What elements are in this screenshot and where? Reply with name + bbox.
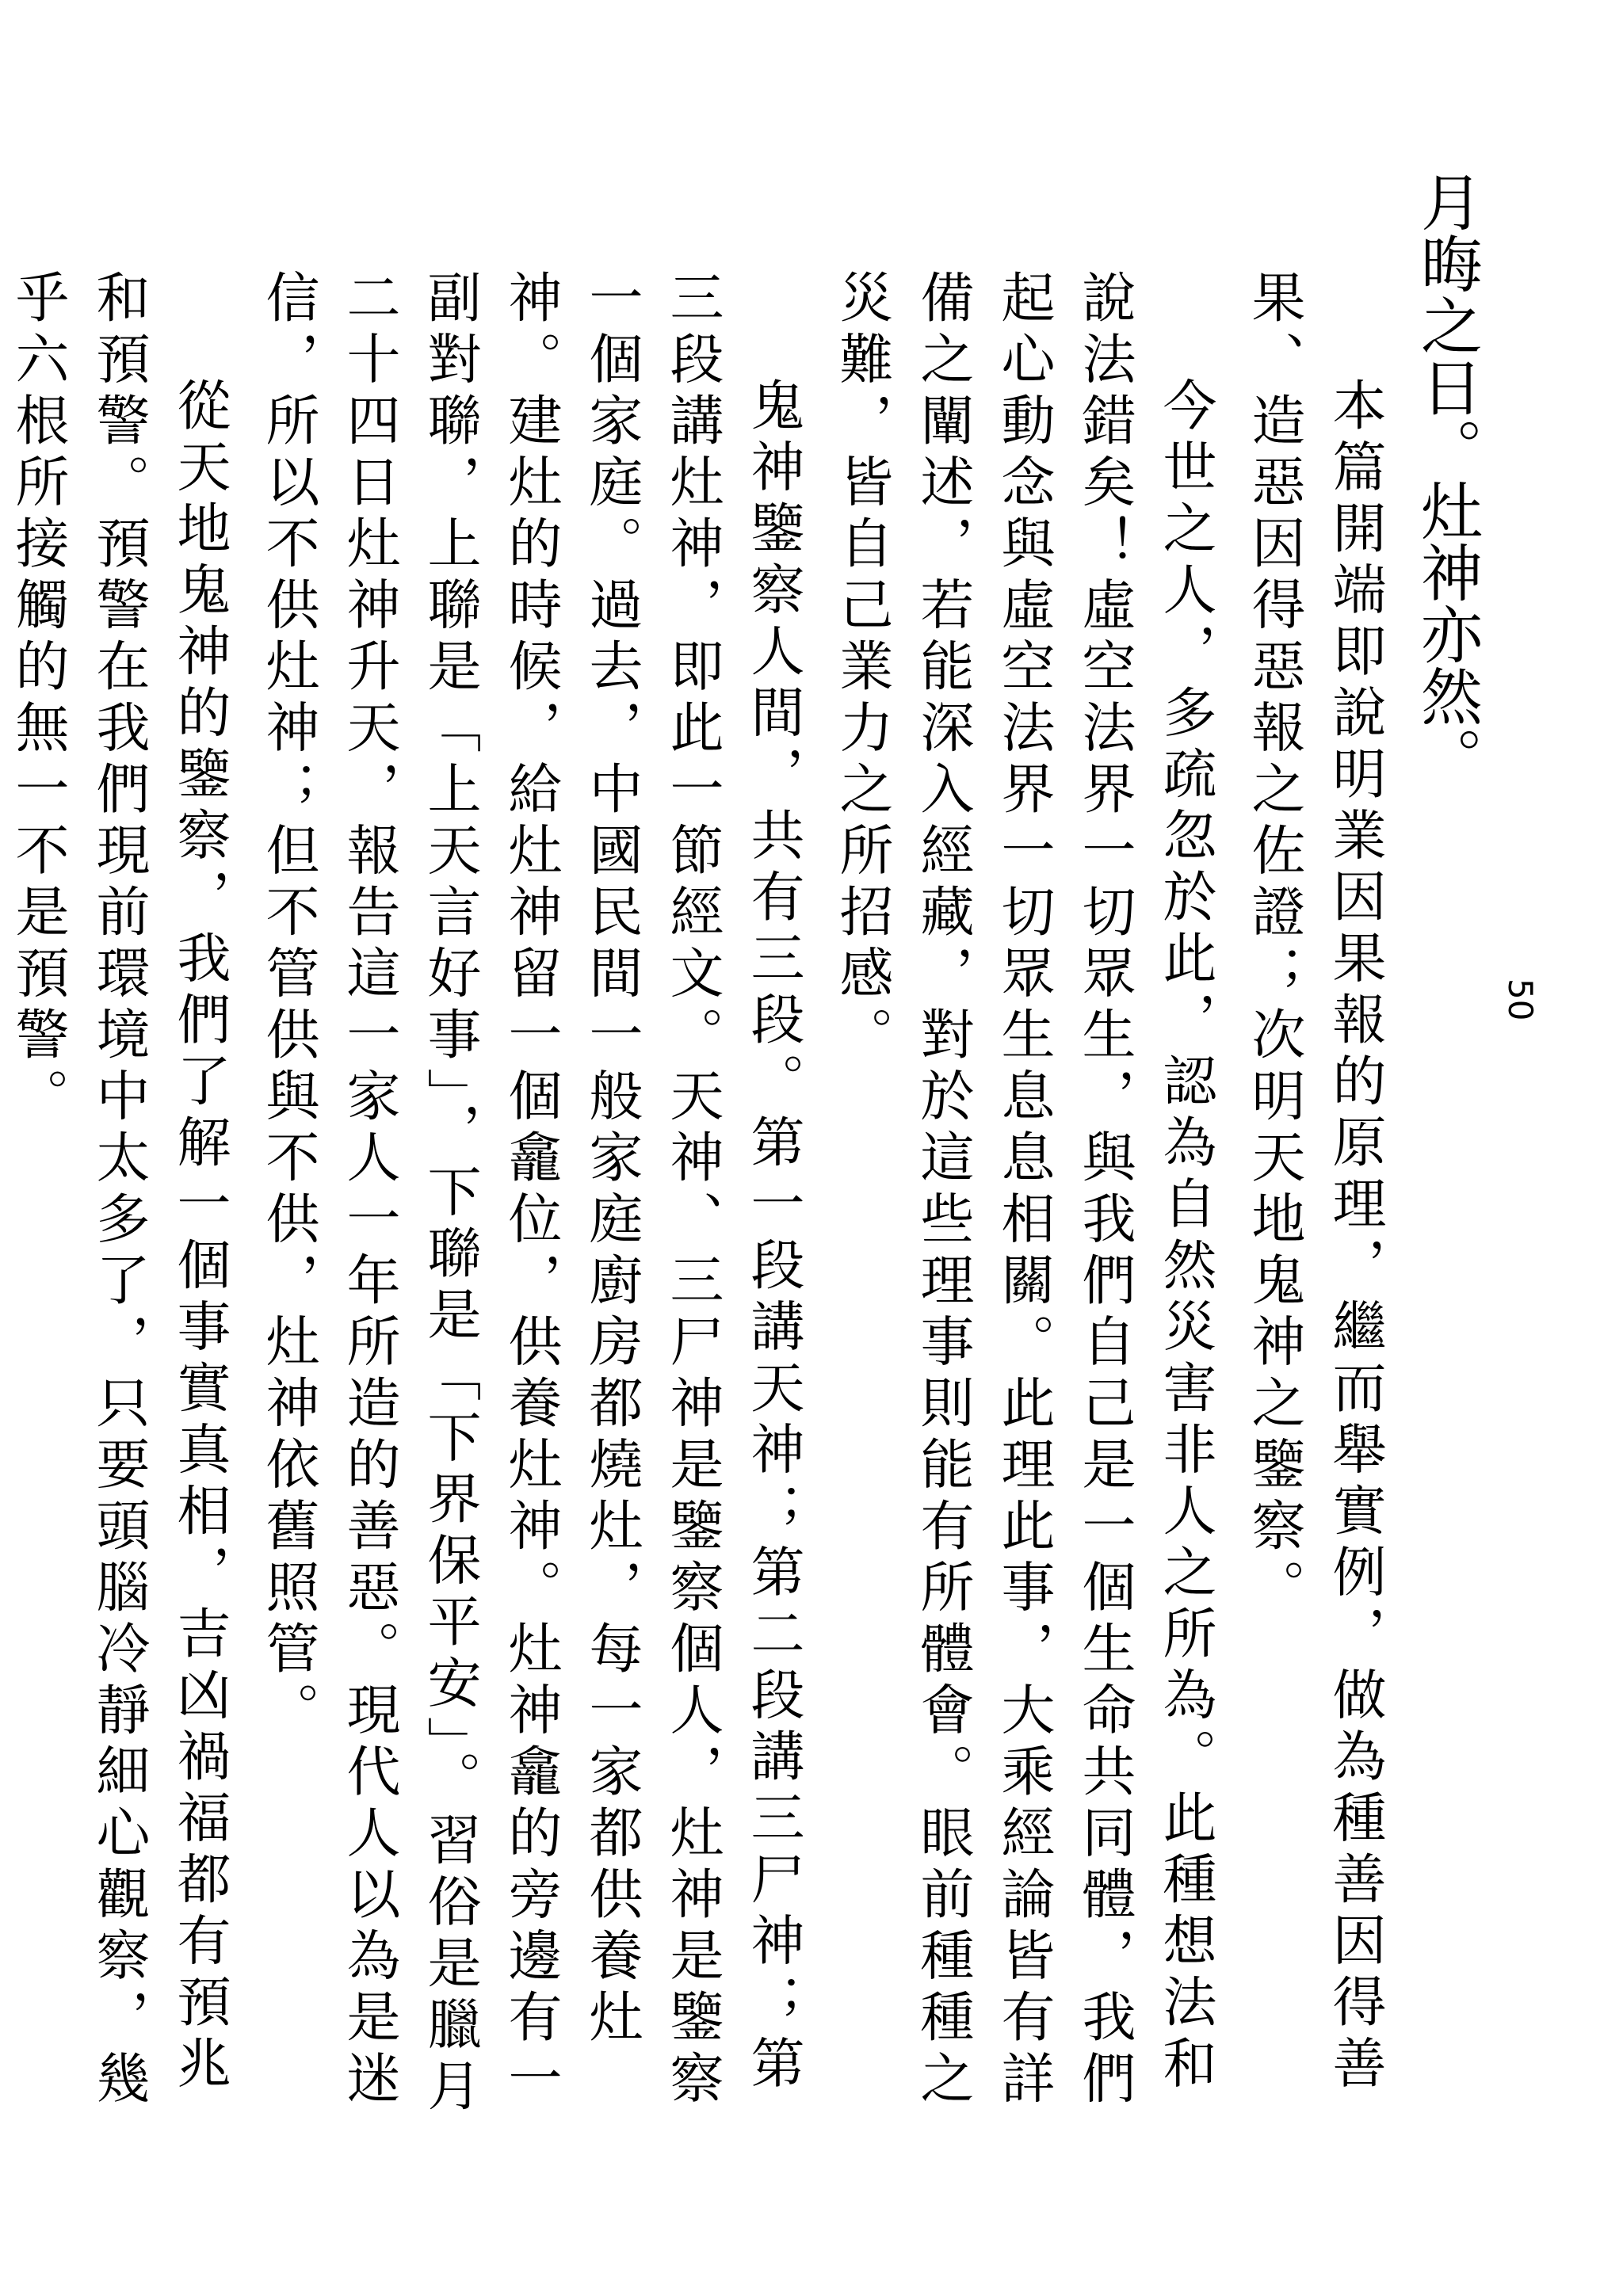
paragraph: 從天地鬼神的鑒察，我們了解一個事實真相，吉凶禍福都有預兆和預警。預警在我們現前環境中太多了，只要頭腦冷靜細心觀察，幾乎六根所接觸的無一不是預警。 [6,269,231,2111]
body-text [6,269,1395,2155]
paragraph: 本篇開端即說明業因果報的原理，繼而舉實例，做為種善因得善果、造惡因得惡報之佐證；次明天地鬼神之鑒察。 [1243,269,1386,2096]
paragraph: 鬼神鑒察人間，共有三段。第一段講天神；第二段講三尸神；第三段講灶神，即此一節經文。天神、三尸神是鑒察個人，灶神是鑒察一個家庭。過去，中國民間一般家庭廚房都燒灶，每一家都供養灶神。建灶的時候，給灶神留一個龕位，供養灶神。灶神龕的旁邊有一副對聯，上聯是「上天言好事」，下聯是「下界保平安」。習俗是臘月二十四日灶神升天，報告這一家人一年所造的善惡。現代人以為是迷信，所以不供灶神；但不管供與不供，灶神依舊照管。 [257,269,804,2119]
section-title: 月晦之日。灶神亦然。 [1411,170,1482,788]
page-number: 50 [1501,978,1540,1021]
paragraph: 今世之人，多疏忽於此，認為自然災害非人之所為。此種想法和說法錯矣！虛空法界一切眾生，與我們自己是一個生命共同體，我們起心動念與虛空法界一切眾生息息相關。此理此事，大乘經論皆有詳備之闡述，若能深入經藏，對於這些理事則能有所體會。眼前種種之災難，皆自己業力之所招感。 [831,269,1216,2111]
